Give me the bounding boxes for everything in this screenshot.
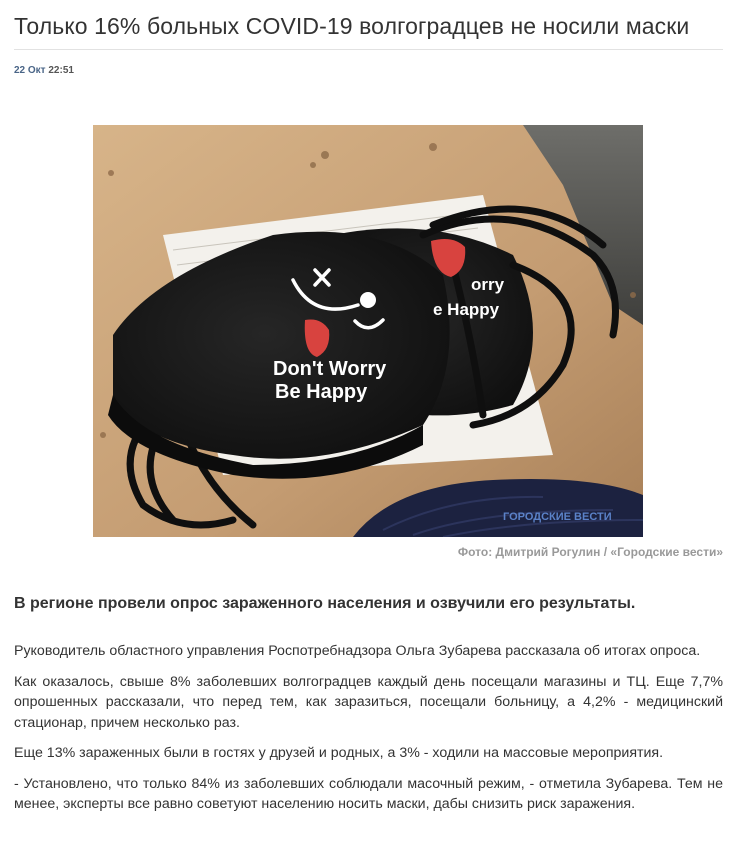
article-body: [14, 641, 723, 825]
mask-text-line2: Be Happy: [275, 381, 368, 403]
article-photo: [93, 125, 643, 537]
article: [14, 0, 723, 812]
paragraph: Еще 13% зараженных были в гостях у друзей и родных, а 3% - ходили на массовые мероприятия.: [14, 745, 664, 761]
back-mask-text-line1: orry: [471, 275, 505, 294]
paragraph: Руководитель областного управления Роспотребнадзора Ольга Зубарева рассказала об итогах опроса.: [14, 643, 701, 659]
paragraph: Как оказалось, свыше 8% заболевших волгоградцев каждый день посещали магазины и ТЦ. Еще 7,7% опрошенных рассказали, что перед тем, как заразиться, посещали больницу, а 4,2% - медицинский стационар, причем несколько раз.: [14, 673, 723, 731]
back-mask-text-line2: e Happy: [433, 300, 500, 319]
mask-text-line1: Don't Worry: [273, 358, 387, 380]
date-day: 22 Окт: [14, 65, 46, 76]
publish-date: [14, 65, 723, 76]
article-title: Только 16% больных COVID-19 волгоградцев не носили маски: [14, 13, 690, 39]
title-divider: [14, 49, 723, 50]
photo-watermark: ГОРОДСКИЕ ВЕСТИ: [503, 511, 612, 523]
photo-caption: Фото: Дмитрий Рогулин / «Городские вести»: [457, 545, 723, 559]
date-time: 22:51: [48, 65, 74, 76]
mask-photo: [93, 125, 643, 537]
paragraph: - Установлено, что только 84% из заболевших соблюдали масочный режим, - отметила Зубарева. Тем не менее, эксперты все равно советуют населению носить маски, дабы снизить риск заражения.: [14, 775, 723, 812]
article-lead: В регионе провели опрос зараженного населения и озвучили его результаты.: [14, 595, 636, 612]
